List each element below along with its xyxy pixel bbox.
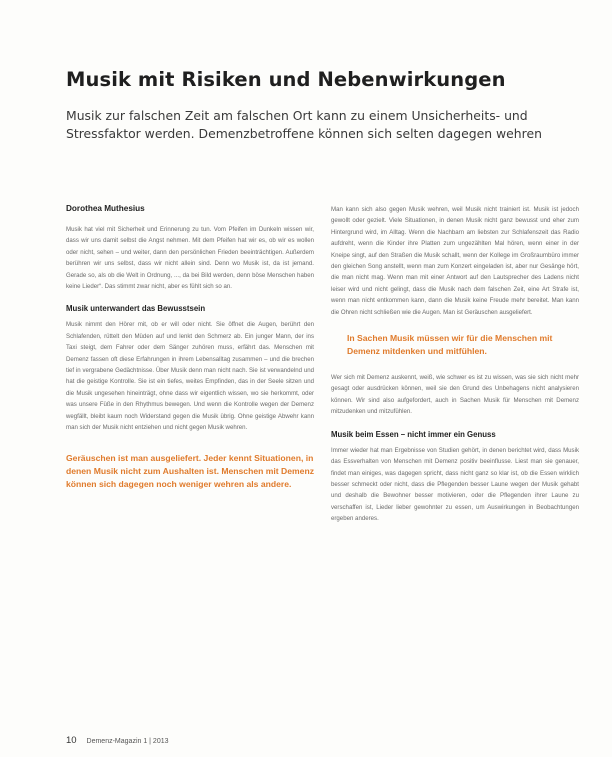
body-paragraph: Immer wieder hat man Ergebnisse von Studien gehört, in denen berichtet wird, dass Musik das Essverhalten von Menschen mit Demenz positiv beeinflusse. Liest man sie genauer, findet man einiges, was dagegen spricht, dass nicht ganz so klar ist, ob die Essen wirklich besser schmeckt oder nicht, dass die Pflegenden besser Laune wegen der Musik gehabt und deshalb die Bewohner besser motivieren, oder die Pflegenden ihrer Laune zu verschaffen ist, Lieder lieber gewohnter zu essen, um Auswirkungen in Beobachtungen ergeben anderes. [331, 446, 579, 523]
right-column [331, 204, 579, 525]
body-paragraph: Musik nimmt den Hörer mit, ob er will oder nicht. Sie öffnet die Augen, berührt den Schlafenden, rüttelt den Müden auf und lenkt den Schmerz ab. Ein junger Mann, der ins Taxi steigt, dem Fahrer oder dem Sänger zuhören muss, erfährt das. Menschen mit Demenz fassen oft diese Erfahrungen in ihrem Lebensalltag zusammen – und die brechen tief in vergrabene Gedächtnisse. Über Musik denn man nicht nach. Sie ist verwandelnd und hat die geistige Kontrolle. Sie ist ein tiefes, weites Empfinden, das in der Seele sitzen und die Musik ungesehen hineinträgt, ohne dass wir eigentlich wissen, wo sie herkommt, oder was unsere Füße in den Rhythmus bewegen. Und wenn die Kontrolle wegen der Demenz wegfällt, bleibt kaum noch Widerstand gegen die Musik übrig. Ohne geistige Abwehr kann man sich der Musik nicht entziehen und nicht gegen Musik wehren. [66, 321, 314, 432]
pull-quote: Geräuschen ist man ausgeliefert. Jeder kennt Situationen, in denen Musik nicht zum Aushalten ist. Menschen mit Demenz können sich dagegen noch weniger wehren als andere. [66, 452, 314, 489]
author-name: Dorothea Muthesius [66, 204, 145, 213]
left-column [66, 204, 314, 509]
body-paragraph: Musik hat viel mit Sicherheit und Erinnerung zu tun. Vom Pfeifen im Dunkeln wissen wir, dass wir uns damit selbst die Angst nehmen. Mit dem Pfeifen hat wir es, ob wir es wollen oder nicht, sehen – und weiter, dann den persönlichen Frieden beeinträchtigen. Außerdem berühren wir uns selbst, dass wir nicht allein sind. Denn wo Musik ist, da ist jemand. Gerade so, als ob die Welt in Ordnung, ..., da bei Bild werden, denn böse Menschen haben keine Lieder“. Das stimmt zwar nicht, aber es fühlt sich so an. [66, 226, 314, 291]
pull-quote: In Sachen Musik müssen wir für die Menschen mit Demenz mitdenken und mitfühlen. [347, 333, 553, 357]
section-heading: Musik beim Essen – nicht immer ein Genuss [331, 429, 496, 439]
publication-name: Demenz-Magazin 1 | 2013 [86, 738, 169, 745]
page-number: 10 [66, 735, 77, 746]
body-paragraph: Wer sich mit Demenz auskennt, weiß, wie schwer es ist zu wissen, was sie sich nicht mehr gesagt oder ausdrücken können, weil sie den Grund des Unbehagens nicht analysieren können. Wir sind also aufgefordert, auch in Sachen Musik für Menschen mit Demenz mitzudenken und mitzufühlen. [331, 374, 579, 416]
page-footer [66, 735, 169, 746]
article-title: Musik mit Risiken und Nebenwirkungen [66, 68, 506, 91]
article-lead: Musik zur falschen Zeit am falschen Ort kann zu einem Unsicherheits- und Stressfaktor werden. Demenzbetroffene können sich selten dagegen wehren [66, 108, 542, 141]
body-paragraph: Man kann sich also gegen Musik wehren, weil Musik nicht trainiert ist. Musik ist jedoch gewollt oder gezielt. Viele Situationen, in denen Musik nicht ganz bewusst und eher zum Hintergrund wird, im Alltag. Wenn die Nachbarn am liebsten zur Schlafenszeit das Radio aufdreht, wenn die Kinder ihre Platten zum ungezählten Mal hören, wenn einer in der Kneipe singt, auf den Straßen die Musik schallt, wenn der Kollege im Großraumbüro immer den gleichen Song anstellt, wenn man zum Konzert eingeladen ist, aber nur Gesänge hört, die man nicht mag. Wenn man mit einer Antwort auf den Lautsprecher des Ladens nicht leiser wird und nicht gelingt, dass die Musik nach dem falschen Zeit, eine Art Strafe ist, wenn man nicht entkommen kann, dann die Musik keine Freude mehr bereitet. Man kann die Ohren nicht schließen wie die Augen. Man ist Geräuschen ausgeliefert. [331, 206, 579, 316]
section-heading: Musik unterwandert das Bewusstsein [66, 304, 206, 314]
